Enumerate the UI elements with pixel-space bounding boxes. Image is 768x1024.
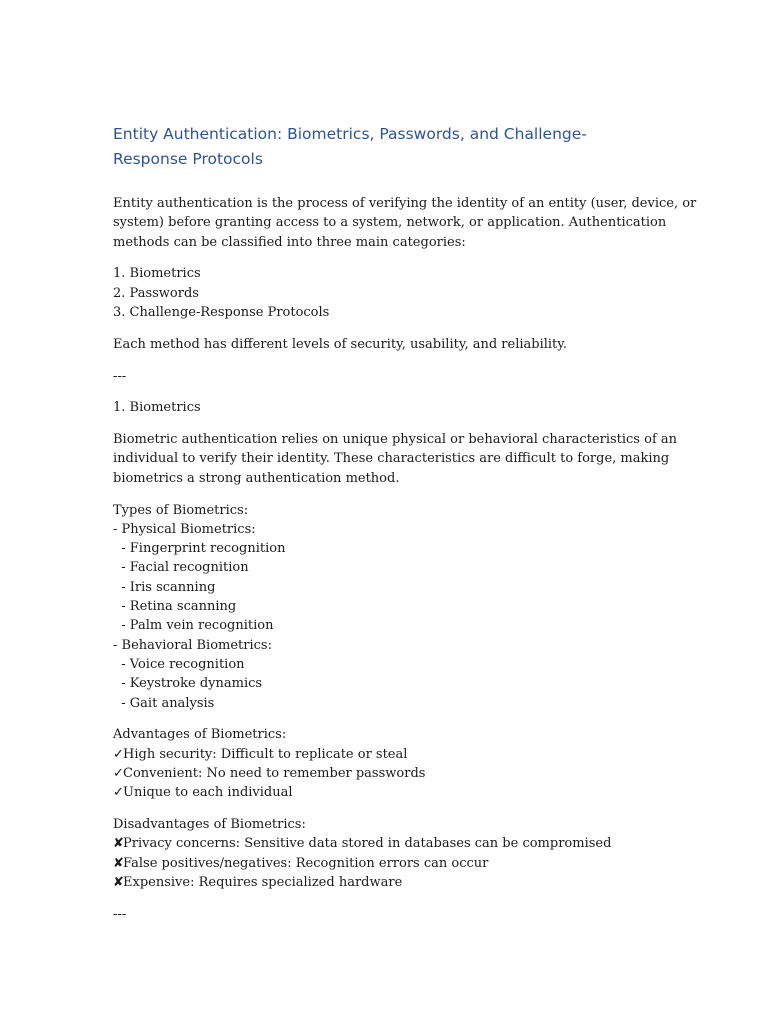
summary-paragraph (113, 335, 653, 354)
categories-list (113, 264, 653, 322)
types-item: - Keystroke dynamics (113, 676, 263, 692)
types-item: - Voice recognition (113, 656, 245, 672)
category-item: 2. Passwords (113, 285, 199, 301)
disadvantage-text: False positives/negatives: Recognition errors can occur (123, 855, 489, 871)
check-icon: ✓ (113, 746, 124, 762)
types-item: - Palm vein recognition (113, 618, 274, 634)
advantage-text: High security: Difficult to replicate or steal (123, 746, 408, 762)
intro-line: methods can be classified into three main categories: (113, 234, 466, 250)
disadvantage-item (113, 873, 653, 892)
description-line: Biometric authentication relies on unique physical or behavioral characteristics of an (113, 432, 678, 448)
advantage-text: Unique to each individual (123, 785, 293, 801)
disadvantage-text: Privacy concerns: Sensitive data stored in databases can be compromised (123, 836, 612, 852)
description-line: biometrics a strong authentication method. (113, 470, 400, 486)
biometrics-description (113, 430, 678, 488)
biometrics-advantages (113, 725, 653, 802)
end-separator (113, 905, 653, 924)
disadvantage-item (113, 834, 653, 853)
description-line: individual to verify their identity. These characteristics are difficult to forge, making (113, 451, 670, 467)
separator-text: --- (113, 906, 127, 922)
intro-paragraph (113, 194, 697, 252)
advantage-item (113, 745, 653, 764)
advantages-heading: Advantages of Biometrics: (113, 727, 287, 743)
advantage-item (113, 764, 653, 783)
check-icon: ✓ (113, 765, 124, 781)
advantage-item (113, 783, 653, 802)
cross-icon: ✘ (113, 836, 124, 852)
types-item: - Iris scanning (113, 579, 216, 595)
disadvantage-text: Expensive: Requires specialized hardware (123, 874, 403, 890)
advantage-text: Convenient: No need to remember passwords (123, 765, 426, 781)
document-page (113, 122, 697, 937)
types-heading: Types of Biometrics: (113, 502, 249, 518)
biometrics-disadvantages (113, 815, 653, 892)
disadvantage-item (113, 854, 653, 873)
document-title: Entity Authentication: Biometrics, Passwords, and Challenge-Response Protocols (113, 125, 587, 168)
types-item: - Fingerprint recognition (113, 541, 286, 557)
types-item: - Retina scanning (113, 599, 237, 615)
types-item: - Behavioral Biometrics: (113, 637, 272, 653)
cross-icon: ✘ (113, 874, 124, 890)
biometrics-types (113, 501, 653, 713)
intro-line: system) before granting access to a system, network, or application. Authentication (113, 215, 667, 231)
cross-icon: ✘ (113, 855, 124, 871)
separator (113, 367, 653, 386)
summary-line: Each method has different levels of security, usability, and reliability. (113, 336, 568, 352)
separator-text: --- (113, 368, 127, 384)
section-heading: 1. Biometrics (113, 400, 201, 416)
types-item: - Facial recognition (113, 560, 249, 576)
intro-line: Entity authentication is the process of verifying the identity of an entity (user, device, or (113, 196, 697, 211)
types-item: - Gait analysis (113, 695, 215, 711)
biometrics-heading (113, 398, 653, 417)
types-item: - Physical Biometrics: (113, 521, 256, 537)
category-item: 1. Biometrics (113, 266, 201, 282)
check-icon: ✓ (113, 785, 124, 801)
category-item: 3. Challenge-Response Protocols (113, 304, 330, 320)
disadvantages-heading: Disadvantages of Biometrics: (113, 817, 306, 833)
